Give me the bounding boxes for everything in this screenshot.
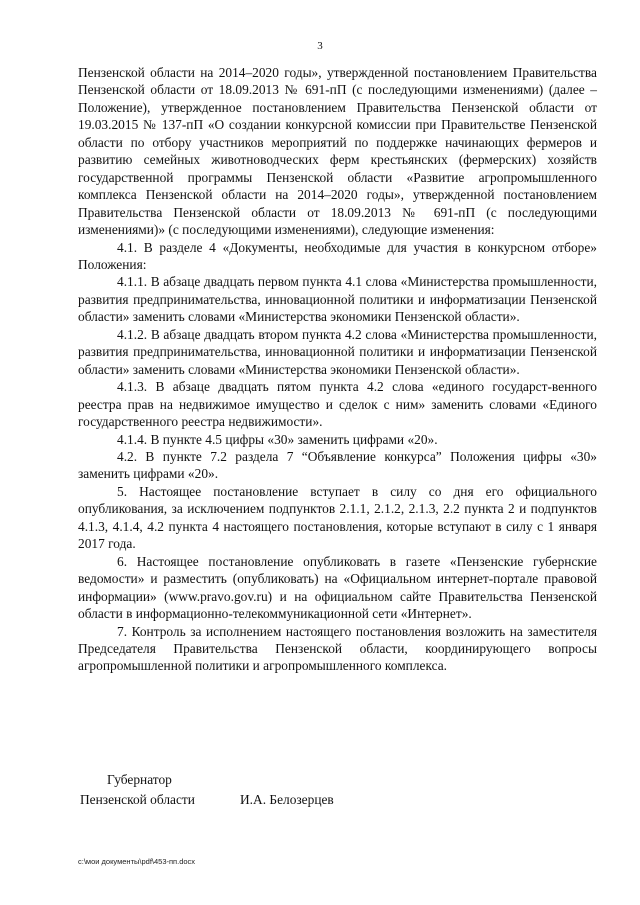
paragraph-7: 7. Контроль за исполнением настоящего постановления возложить на заместителя Председателя Правительства Пензенской области, координирующего вопросы агропромышленной политики и агропромышленного комплекса. (78, 623, 597, 674)
paragraph-4-1-4: 4.1.4. В пункте 4.5 цифры «30» заменить цифрами «20». (117, 431, 438, 447)
paragraph-4-1-2: 4.1.2. В абзаце двадцать втором пункта 4.2 слова «Министерства промышленности, развития предпринимательства, инновационной политики и информатизации Пензенской области» заменить словами «Министерства экономики Пензенской области». (78, 326, 597, 377)
paragraph-6: 6. Настоящее постановление опубликовать в газете «Пензенские губернские ведомости» и разместить (опубликовать) на «Официальном интернет-портале правовой информации» (www.pravo.gov.ru) и на официальном сайте Правительства Пензенской области в информационно-телекоммуникационной сети «Интернет». (78, 553, 597, 622)
signature-name: И.А. Белозерцев (240, 792, 334, 807)
paragraph-4-1-3: 4.1.3. В абзаце двадцать пятом пункта 4.2 слова «единого государст-венного реестра прав на недвижимое имущество и сделок с ним» заменить словами «Единого государственного реестра недвижимости». (78, 379, 597, 430)
page-number: 3 (317, 40, 323, 52)
document-body (78, 64, 597, 675)
paragraph-4-1: 4.1. В разделе 4 «Документы, необходимые для участия в конкурсном отборе» Положения: (78, 239, 597, 272)
paragraph-4-1-1: 4.1.1. В абзаце двадцать первом пункта 4.1 слова «Министерства промышленности, развития предпринимательства, инновационной политики и информатизации Пензенской области» заменить словами «Министерства экономики Пензенской области». (78, 274, 597, 325)
paragraph-4-2: 4.2. В пункте 7.2 раздела 7 “Объявление конкурса” Положения цифры «30» заменить цифрами «20». (78, 448, 597, 482)
signature-title: Губернатор (107, 772, 172, 787)
file-path-footer: c:\мои документы\pdf\453-пп.docx (78, 857, 196, 866)
paragraph-intro: Пензенской области на 2014–2020 годы», утвержденной постановлением Правительства Пензенской области от 18.09.2013 № 691-пП (с последующими изменениями) (далее – Положение), утвержденное постановлением Правительства Пензенской области от 19.03.2015 № 137-пП «О создании конкурсной комиссии при Правительстве Пензенской области по отбору участников мероприятий по поддержке начинающих фермеров и развитию семейных животноводческих ферм крестьянских (фермерских) хозяйств государственной программы Пензенской области «Развитие агропромышленного комплекса Пензенской области на 2014–2020 годы», утвержденной постановлением Правительства Пензенской области от 18.09.2013 № 691-пП (с последующими изменениями)» (с последующими изменениями), следующие изменения: (78, 65, 597, 238)
paragraph-5: 5. Настоящее постановление вступает в силу со дня его официального опубликования, за исключением подпунктов 2.1.1, 2.1.2, 2.1.3, 2.2 пункта 2 и подпунктов 4.1.3, 4.1.4, 4.2 пункта 4 настоящего постановления, которые вступают в силу с 1 января 2017 года. (78, 483, 597, 552)
signature-organization: Пензенской области (80, 792, 195, 807)
